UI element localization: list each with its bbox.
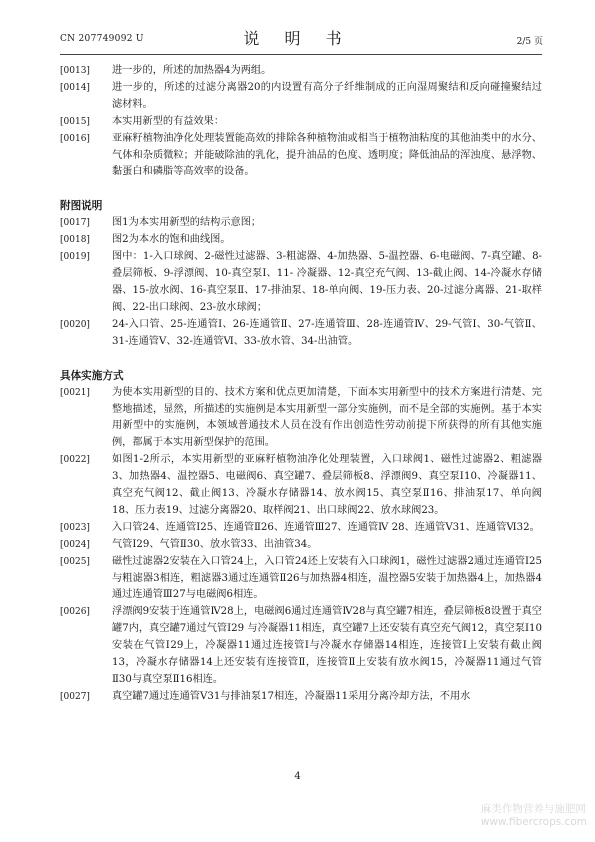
paragraph-number: [0017] [60, 218, 90, 229]
section-heading-embodiments: 具体实施方式 [60, 369, 124, 382]
paragraph-text: 气管Ⅰ29、气管Ⅱ30、放水管33、出油管34。 [112, 538, 318, 550]
paragraph [60, 520, 542, 537]
paragraph-number: [0015] [60, 116, 90, 127]
paragraph [60, 63, 542, 80]
paragraph-number: [0021] [60, 387, 90, 398]
paragraph-text: 入口管24、连通管Ⅰ25、连通管Ⅱ26、连通管Ⅲ27、连通管Ⅳ 28、连通管Ⅴ31、连通管Ⅵ32。 [112, 521, 540, 533]
paragraph-number: [0024] [60, 539, 90, 550]
document-title: 说 明 书 [243, 29, 352, 48]
section-heading-figures: 附图说明 [60, 200, 103, 213]
section-spacer [60, 351, 542, 368]
page-body [60, 63, 542, 706]
paragraph-number: [0014] [60, 82, 90, 93]
paragraph-text: 进一步的，所述的加热器4为两组。 [112, 65, 272, 76]
paragraph-text: 亚麻籽植物油净化处理装置能高效的排除各种植物油或相当于植物油粘度的其他油类中的水分、气体和杂质微粒；并能破除油的乳化，提升油品的色度、透明度；降低油品的浑浊度、悬浮物、黏蛋白和磷脂等高效率的设备。 [112, 132, 542, 178]
section-spacer [60, 181, 542, 198]
paragraph-number: [0027] [60, 691, 90, 702]
paragraph [60, 452, 542, 520]
paragraph-text: 为使本实用新型的目的、技术方案和优点更加清楚，下面本实用新型中的技术方案进行清楚、完整地描述，显然，所描述的实施例是本实用新型一部分实施例，而不是全部的实施例。基于本实用新型中的实施例，本领域普通技术人员在没有作出创造性劳动前提下所获得的所有其他实施例，都属于本实用新型保护的范围。 [112, 386, 542, 449]
patent-number: CN 207749092 U [60, 34, 144, 44]
header-rule [60, 54, 542, 55]
paragraph [60, 317, 542, 351]
paragraph [60, 131, 542, 182]
watermark [481, 803, 587, 829]
paragraph-number: [0022] [60, 455, 90, 466]
paragraph-number: [0020] [60, 319, 90, 330]
paragraph-text: 进一步的，所述的过滤分离器20的内设置有高分子纤维制成的正向湿周聚结和反向碰撞聚结过滤材料。 [112, 81, 542, 110]
paragraph-text: 如图1-2所示，本实用新型的亚麻籽植物油净化处理装置，入口球阀1、磁性过滤器2、粗滤器3、加热器4、温控器5、电磁阀6、真空罐7、叠层筛板8、浮漂阀9、真空泵Ⅰ10、冷凝器11、真空充气阀12、截止阀13、冷凝水存储器14、放水阀15、真空泵Ⅱ16、排油泵17、单向阀18、压力表19、过滤分离器20、取样阀21、出口球阀22、放水球阀23。 [112, 454, 542, 516]
paragraph-number: [0019] [60, 252, 90, 263]
watermark-title: 麻类作物营养与施肥网 [480, 803, 586, 815]
paragraph-text: 真空罐7通过连通管Ⅴ31与排油泵17相连，冷凝器11采用分离冷却方法，不用水 [112, 690, 471, 702]
watermark-url: www.fibercrops.com [480, 816, 587, 828]
paragraph [60, 215, 542, 232]
paragraph-text: 图中：1-入口球阀、2-磁性过滤器、3-粗滤器、4-加热器、5-温控器、6-电磁阀、7-真空罐、8-叠层筛板、9-浮漂阀、10-真空泵Ⅰ、11- 冷凝器、12-真空充气阀、13-截止阀、14-冷凝水存储器、15-放水阀、16-真空泵Ⅱ、17-排油泵、18-单向阀、19-压力表、20-过滤分离器、21-取样阀、22-出口球阀、23-放水球阀； [112, 251, 542, 313]
paragraph [60, 385, 542, 453]
paragraph-text: 图2为本水的饱和曲线图。 [112, 234, 231, 246]
paragraph-text: 图1为本实用新型的结构示意图； [112, 217, 262, 229]
paragraph [60, 554, 542, 605]
paragraph [60, 232, 542, 249]
paragraph [60, 249, 542, 317]
paragraph-number: [0026] [60, 607, 90, 618]
paragraph [60, 689, 542, 706]
page-number: 4 [294, 771, 301, 782]
paragraph-text: 24-入口管、25-连通管Ⅰ、26-连通管Ⅱ、27-连通管Ⅲ、28-连通管Ⅳ、29-气管Ⅰ、30-气管Ⅱ、31-连通管Ⅴ、32-连通管Ⅵ、33-放水管、34-出油管。 [112, 318, 542, 347]
paragraph [60, 604, 542, 689]
page-indicator: 2/5 页 [516, 37, 543, 47]
paragraph-number: [0018] [60, 235, 90, 246]
paragraph [60, 114, 542, 131]
page-header [0, 26, 595, 48]
paragraph-text: 磁性过滤器2安装在入口管24上，入口管24还上安装有入口球阀1，磁性过滤器2通过连通管Ⅰ25与粗滤器3相连，粗滤器3通过连通管Ⅱ26与加热器4相连，温控器5安装于加热器4上，加热器4 通过连通管Ⅲ27与电磁阀6相连。 [112, 555, 542, 601]
paragraph-text: 浮漂阀9安装于连通管Ⅳ28上，电磁阀6通过连通管Ⅳ28与真空罐7相连，叠层筛板8设置于真空罐7内，真空罐7通过气管Ⅰ29 与冷凝器11相连，真空罐7上还安装有真空充气阀12，真空泵Ⅰ10 安装在气管Ⅰ29上，冷凝器11通过连接管Ⅰ与冷凝水存储器14相连，连接管Ⅰ上安装有截止阀13，冷凝水存储器14上还安装有连接管Ⅱ，连接管Ⅱ上安装有放水阀15，冷凝器11通过气管Ⅱ30与真空泵Ⅱ16相连。 [112, 606, 542, 685]
paragraph-number: [0023] [60, 522, 90, 533]
paragraph-number: [0013] [60, 66, 90, 76]
paragraph-number: [0016] [60, 133, 90, 144]
paragraph-text: 本实用新型的有益效果： [112, 115, 225, 127]
paragraph-number: [0025] [60, 556, 90, 567]
paragraph [60, 80, 542, 114]
paragraph [60, 537, 542, 554]
